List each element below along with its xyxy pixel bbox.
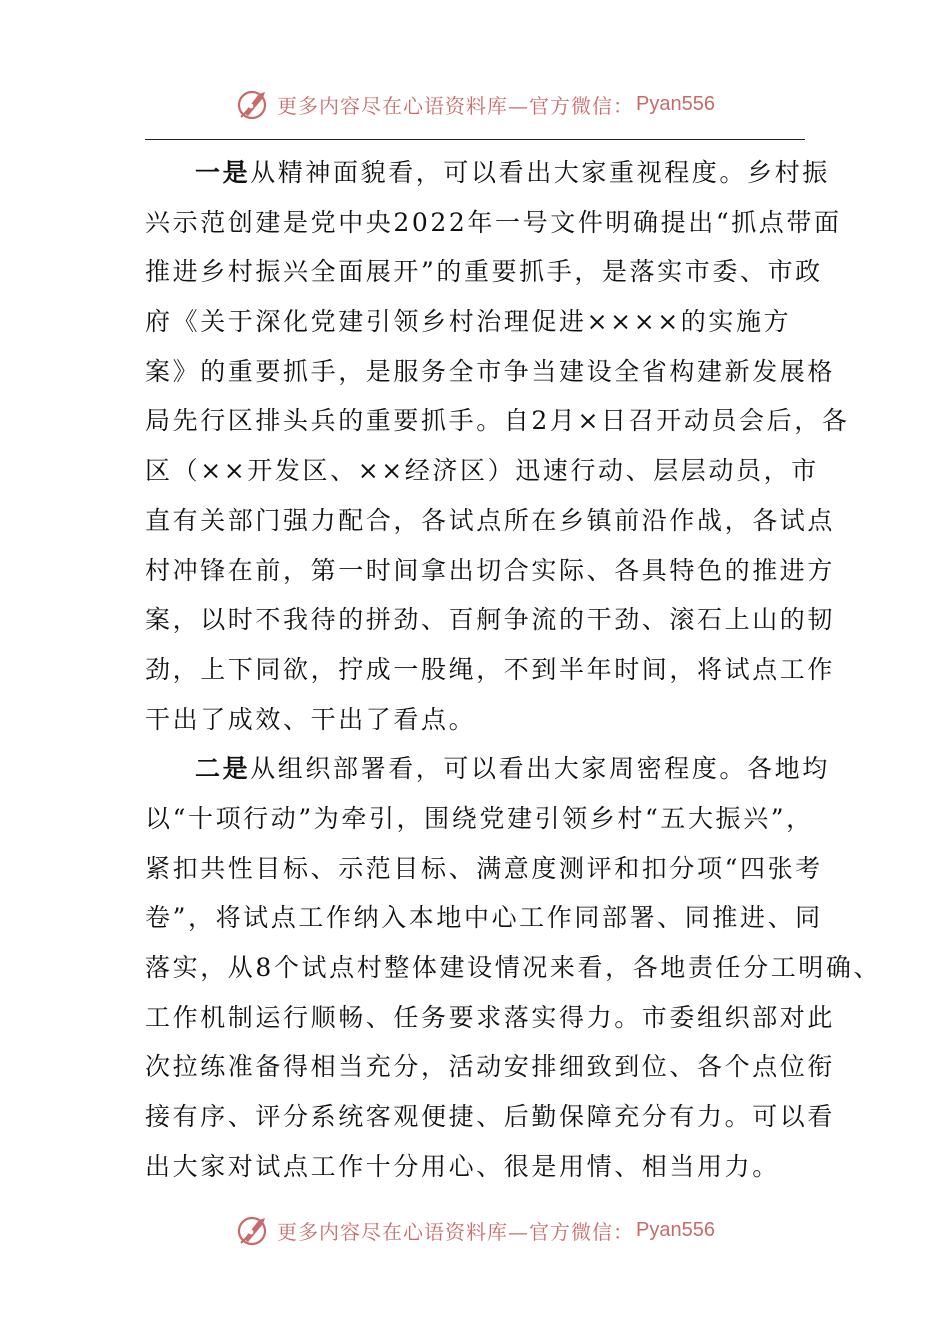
paragraph-line: 府《关于深化党建引领乡村治理促进××××的实施方 bbox=[145, 307, 792, 337]
paragraph-line: 局先行区排头兵的重要抓手。自2月×日召开动员会后，各 bbox=[145, 406, 850, 436]
header-banner bbox=[0, 82, 950, 126]
paragraph-lead: 一是 bbox=[195, 158, 251, 187]
banner-text: 更多内容尽在心语资料库—官方微信： bbox=[277, 93, 635, 118]
paragraph-lead: 二是 bbox=[195, 754, 251, 784]
paragraph-line: 一是从精神面貌看，可以看出大家重视程度。乡村振 bbox=[195, 158, 830, 187]
paragraph-line: 干出了成效、干出了看点。 bbox=[145, 704, 477, 734]
paragraph-line: 案，以时不我待的拼劲、百舸争流的干劲、滚石上山的韧 bbox=[145, 605, 836, 635]
wechat-id: Pyan556 bbox=[636, 92, 715, 115]
paragraph-line: 劲，上下同欲，拧成一股绳，不到半年时间，将试点工作 bbox=[145, 654, 836, 684]
pen-nib-logo-icon bbox=[235, 86, 271, 122]
paragraph-line: 推进乡村振兴全面展开”的重要抓手，是落实市委、市政 bbox=[145, 257, 823, 287]
pen-nib-logo-icon bbox=[235, 1212, 271, 1248]
paragraph-line: 次拉练准备得相当充分，活动安排细致到位、各个点位衔 bbox=[145, 1052, 836, 1082]
paragraph-line: 卷”，将试点工作纳入本地中心工作同部署、同推进、同 bbox=[145, 903, 823, 933]
footer-banner bbox=[0, 1208, 950, 1252]
wechat-id: Pyan556 bbox=[636, 1218, 715, 1241]
paragraph-line: 紧扣共性目标、示范目标、满意度测评和扣分项“四张考 bbox=[145, 853, 823, 883]
paragraph-line: 案》的重要抓手，是服务全市争当建设全省构建新发展格 bbox=[145, 356, 836, 386]
paragraph-line: 兴示范创建是党中央2022年一号文件明确提出“抓点带面 bbox=[145, 207, 842, 237]
paragraph-line: 以“十项行动”为牵引，围绕党建引领乡村“五大振兴”， bbox=[145, 803, 814, 833]
paragraph-line: 直有关部门强力配合，各试点所在乡镇前沿作战，各试点 bbox=[145, 505, 836, 535]
header-divider bbox=[145, 139, 805, 140]
banner-text: 更多内容尽在心语资料库—官方微信： bbox=[277, 1219, 635, 1244]
paragraph-line: 工作机制运行顺畅、任务要求落实得力。市委组织部对此 bbox=[145, 1002, 836, 1032]
paragraph-line: 二是从组织部署看，可以看出大家周密程度。各地均 bbox=[195, 754, 830, 784]
paragraph-line: 区（××开发区、××经济区）迅速行动、层层动员，市 bbox=[145, 456, 819, 486]
paragraph-line: 村冲锋在前，第一时间拿出切合实际、各具特色的推进方 bbox=[145, 555, 836, 585]
document-body bbox=[145, 148, 882, 1191]
paragraph-line: 接有序、评分系统客观便捷、后勤保障充分有力。可以看 bbox=[145, 1102, 836, 1132]
paragraph-line: 出大家对试点工作十分用心、很是用情、相当用力。 bbox=[145, 1151, 780, 1181]
paragraph-line: 落实，从8个试点村整体建设情况来看，各地责任分工明确、 bbox=[145, 953, 882, 982]
